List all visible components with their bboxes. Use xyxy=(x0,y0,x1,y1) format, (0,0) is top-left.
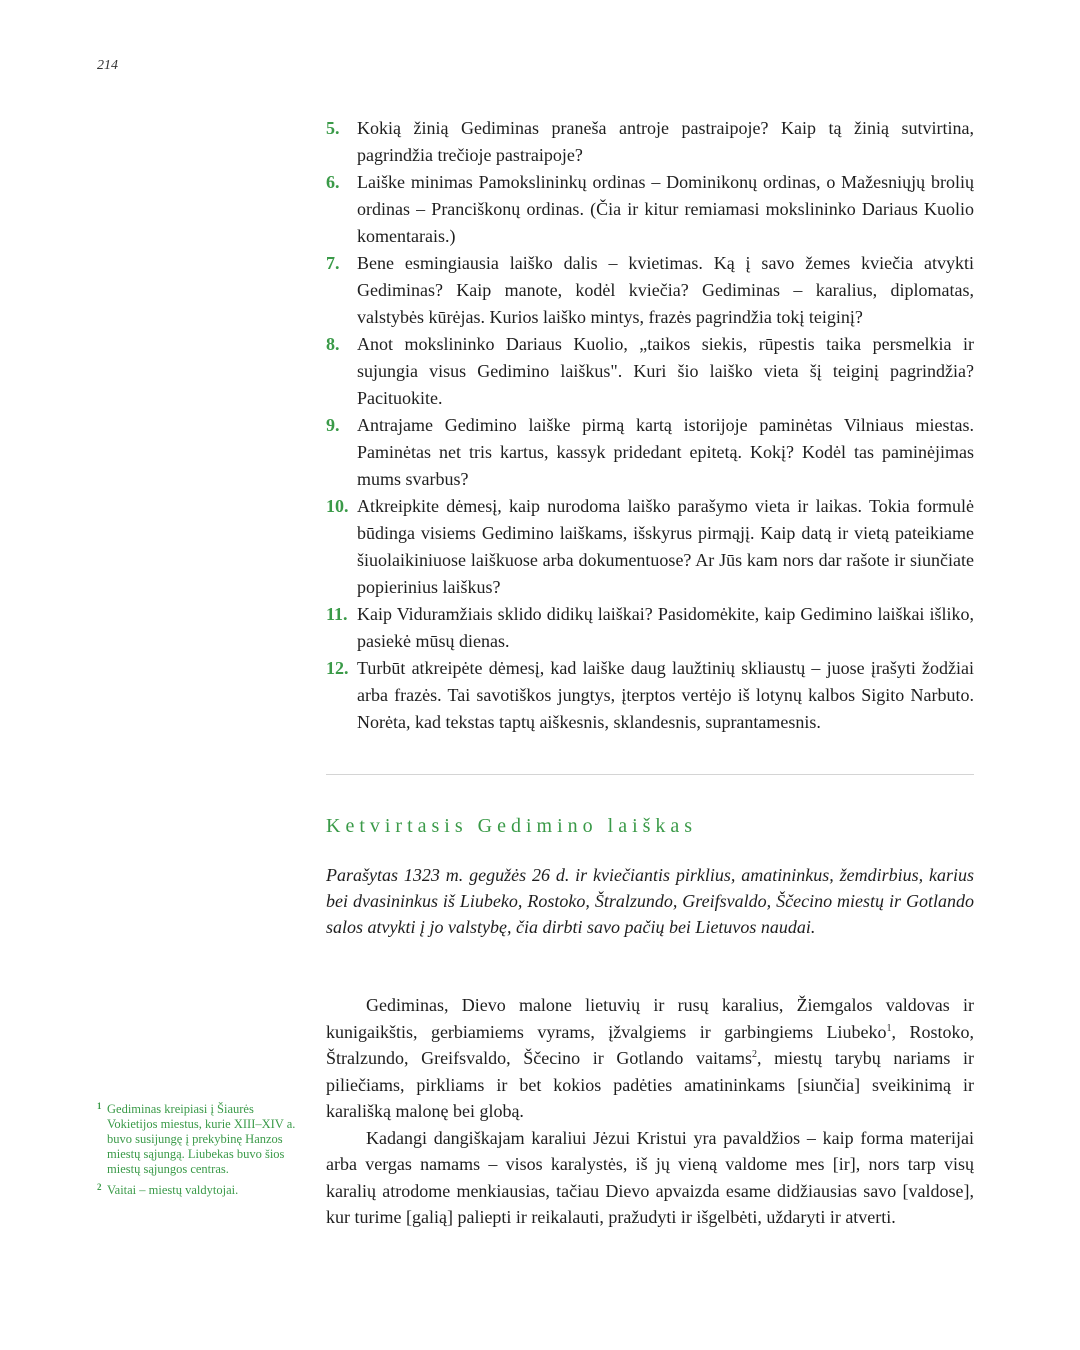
question-item xyxy=(326,412,974,493)
footnote-text: Gediminas kreipiasi į Šiaurės Vokietijos miestus, kurie XIII–XIV a. buvo susijungę į prekybinę Hanzos miestų sąjungą. Liubekas buvo šios miestų sąjungos centras. xyxy=(107,1102,296,1176)
footnote xyxy=(97,1102,303,1177)
question-number: 7. xyxy=(326,253,340,273)
body-text-segment: , Rostoko, Štralzundo, Greifsvaldo, Ščecino ir Gotlando vaitams xyxy=(326,1021,974,1068)
letter-body xyxy=(326,992,974,1231)
question-text: Laiške minimas Pamokslininkų ordinas – Dominikonų ordinas, o Mažesniųjų brolių ordinas – Pranciškonų ordinas. (Čia ir kitur remiamasi mokslininko Dariaus Kuolio komentarais.) xyxy=(357,172,974,246)
question-text: Turbūt atkreipėte dėmesį, kad laiške daug laužtinių skliaustų – juose įrašyti žodžiai arba frazės. Tai savotiškos jungtys, įterptos vertėjo iš lotynų kalbos Sigito Narbuto. Norėta, kad tekstas taptų aiškesnis, sklandesnis, suprantamesnis. xyxy=(357,658,974,732)
question-text: Atkreipkite dėmesį, kaip nurodoma laiško parašymo vieta ir laikas. Tokia formulė būdinga visiems Gedimino laiškams, išskyrus pirmąjį. Kaip datą ir vietą pateikiame šiuolaikiniuose laiškuose arba dokumentuose? Ar Jūs kam nors dar rašote ir siunčiate popierinius laiškus? xyxy=(357,496,974,597)
question-number: 9. xyxy=(326,415,340,435)
question-item xyxy=(326,331,974,412)
footnote-ref: 1 xyxy=(886,1022,892,1034)
question-text: Antrajame Gedimino laiške pirmą kartą istorijoje paminėtas Vilniaus miestas. Paminėtas net tris kartus, kassyk pridedant epitetą. Kokį? Kodėl tas paminėjimas mums svarbus? xyxy=(357,415,974,489)
section-divider xyxy=(326,774,974,775)
question-item xyxy=(326,493,974,601)
body-text-segment: , miestų tarybų nariams ir piliečiams, pirkliams ir bet kokios padėties amatininkams [siunčia] sveikinimą ir karališką malonę bei globą. xyxy=(326,1048,974,1121)
footnotes xyxy=(97,1102,303,1204)
body-text-segment: Gediminas, Dievo malone lietuvių ir rusų karalius, Žiemgalos valdovas ir kunigaikštis, gerbiamiems vyrams, įžvalgiems ir garbingiems Liubeko xyxy=(326,995,974,1042)
body-paragraph xyxy=(326,992,974,1125)
footnote-mark: 2 xyxy=(97,1182,102,1192)
page-number: 214 xyxy=(97,58,118,73)
question-text: Kaip Viduramžiais sklido didikų laiškai? Pasidomėkite, kaip Gedimino laiškai išliko, pasiekė mūsų dienas. xyxy=(357,604,974,651)
section-title: Ketvirtasis Gedimino laiškas xyxy=(326,815,698,837)
body-paragraph: Kadangi dangiškajam karaliui Jėzui Kristui yra pavaldžios – kaip forma materijai arba vergas namams – visos karalystės, iš jų vieną valdome mes [ir], nors tarp visų karalių atrodome menkiausias, tačiau Dievo apvaizda esame didžiausias savo [valdose], kur turime [galią] paliepti ir reikalauti, pražudyti ir išgelbėti, uždaryti ir atverti. xyxy=(326,1127,974,1227)
question-list xyxy=(326,115,974,736)
question-text: Bene esmingiausia laiško dalis – kvietimas. Ką į savo žemes kviečia atvykti Gediminas? Kaip manote, kodėl kviečia? Gediminas – karalius, diplomatas, valstybės kūrėjas. Kurios laiško mintys, frazės pagrindžia tokį teiginį? xyxy=(357,253,974,327)
footnote xyxy=(97,1183,303,1198)
question-number: 5. xyxy=(326,118,340,138)
question-item xyxy=(326,169,974,250)
question-number: 11. xyxy=(326,604,348,624)
question-item xyxy=(326,250,974,331)
question-item xyxy=(326,601,974,655)
question-number: 10. xyxy=(326,496,349,516)
section-intro: Parašytas 1323 m. gegužės 26 d. ir kviečiantis pirklius, amatininkus, žemdirbius, karius bei dvasininkus iš Liubeko, Rostoko, Štralzundo, Greifsvaldo, Ščecino miestų ir Gotlando salos atvykti į jo valstybę, čia dirbti savo pačių bei Lietuvos naudai. xyxy=(326,865,974,937)
question-number: 12. xyxy=(326,658,349,678)
question-number: 8. xyxy=(326,334,340,354)
question-text: Anot mokslininko Dariaus Kuolio, „taikos siekis, rūpestis taika persmelkia ir sujungia visus Gedimino laiškus". Kuri šio laiško vieta šį teiginį pagrindžia? Pacituokite. xyxy=(357,334,974,408)
question-item xyxy=(326,655,974,736)
question-item xyxy=(326,115,974,169)
footnote-text: Vaitai – miestų valdytojai. xyxy=(107,1183,239,1197)
question-text: Kokią žinią Gediminas praneša antroje pastraipoje? Kaip tą žinią sutvirtina, pagrindžia trečioje pastraipoje? xyxy=(357,118,974,165)
footnote-ref: 2 xyxy=(752,1049,758,1060)
footnote-mark: 1 xyxy=(97,1101,102,1111)
question-number: 6. xyxy=(326,172,340,192)
